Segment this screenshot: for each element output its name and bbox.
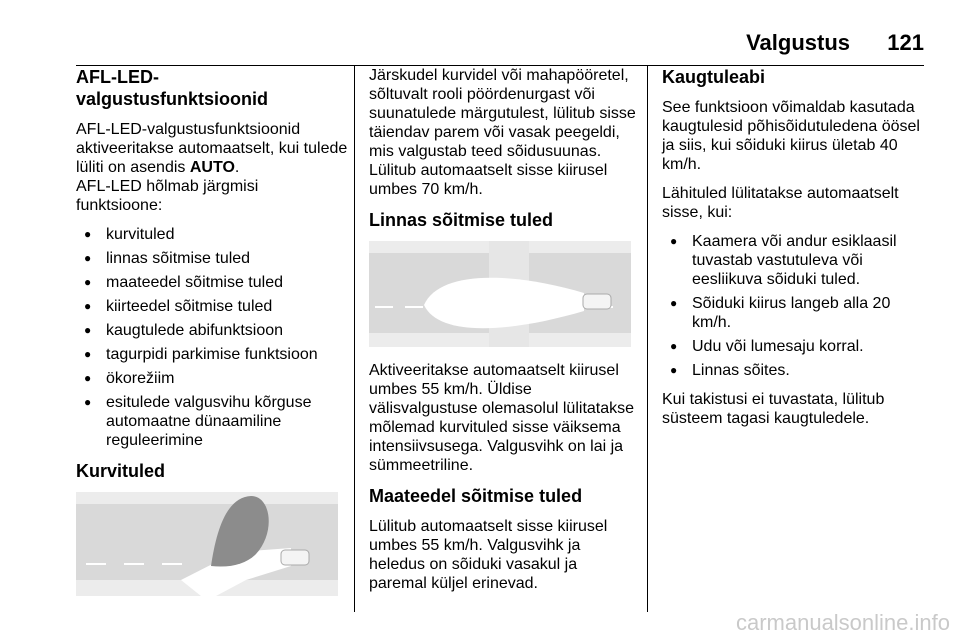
paragraph [76, 120, 348, 215]
text: AFL-LED hõlmab järgmisi funktsioone: [76, 178, 259, 214]
page-number: 121 [887, 30, 924, 55]
paragraph: Lülitub automaatselt sisse kiirusel umbes 55 km/h. Valgusvihk ja heledus on sõiduki vasakul ja paremal küljel erinevad. [369, 518, 608, 592]
car-icon [583, 294, 611, 309]
column-divider [354, 66, 355, 612]
paragraph: Järskudel kurvidel või mahapööretel, sõltuvalt rooli pöördenurgast või suunatulede märgutulest, lülitub sisse täiendav parem või vasak peegeldi, mis valgustab teed sõidusuunas. Lülitub automaatselt sisse kiirusel umbes 70 km/h. [369, 67, 636, 198]
heading-maateedel: Maateedel sõitmise tuled [369, 486, 583, 506]
paragraph: Aktiveeritakse automaatselt kiirusel umbes 55 km/h. Üldise välisvalgustuse olemasolul lülitatakse mõlemad kurvituled sisse väiksema intensiivsusega. Valgusvihk on lai ja sümmeetriline. [369, 362, 635, 474]
cornering-light-illustration [76, 492, 338, 596]
heading-afl-led: AFL-LED-valgustusfunktsioonid [76, 67, 269, 109]
list-item: ● Linnas sõites. [662, 361, 930, 380]
auto-label: AUTO [189, 159, 235, 176]
list-item: ● tagurpidi parkimise funktsioon [76, 345, 348, 364]
paragraph: Kui takistusi ei tuvastata, lülitub süsteem tagasi kaugtuledele. [662, 391, 885, 427]
list-item: ● Udu või lumesaju korral. [662, 337, 930, 356]
page-header [0, 18, 960, 58]
column-1 [76, 66, 348, 610]
section-title: Valgustus [746, 30, 850, 55]
condition-list [662, 232, 930, 380]
car-icon [281, 550, 309, 565]
list-item: ● kiirteedel sõitmise tuled [76, 297, 348, 316]
heading-kaugtuleabi: Kaugtuleabi [662, 67, 766, 87]
function-list [76, 225, 348, 450]
town-light-illustration [369, 241, 631, 347]
heading-linnas: Linnas sõitmise tuled [369, 210, 554, 230]
list-item: ● Kaamera või andur esiklaasil tuvastab vastutuleva või eesliikuva sõiduki tuled. [662, 232, 930, 289]
heading-kurvituled: Kurvituled [76, 461, 166, 481]
paragraph: Lähituled lülitatakse automaatselt sisse, kui: [662, 185, 899, 221]
column-3 [662, 66, 930, 438]
list-item: ● esitulede valgusvihu kõrguse automaatne dünaamiline reguleerimine [76, 393, 348, 450]
watermark: carmanualsonline.info [735, 610, 950, 635]
column-2 [369, 66, 639, 603]
list-item: ● kaugtulede abifunktsioon [76, 321, 348, 340]
list-item: ● ökorežiim [76, 369, 348, 388]
text: AFL-LED-valgustusfunktsioonid aktiveeritakse automaatselt, kui tulede lüliti on asendis [76, 121, 348, 176]
road-edge [76, 492, 338, 504]
list-item: ● maateedel sõitmise tuled [76, 273, 348, 292]
column-divider [647, 66, 648, 612]
text: . [234, 159, 240, 176]
list-item: ● Sõiduki kiirus langeb alla 20 km/h. [662, 294, 930, 332]
list-item: ● linnas sõitmise tuled [76, 249, 348, 268]
paragraph: See funktsioon võimaldab kasutada kaugtulesid põhisõidutuledena öösel ja siis, kui sõiduki kiirus ületab 40 km/h. [662, 99, 920, 173]
list-item: ● kurvituled [76, 225, 348, 244]
